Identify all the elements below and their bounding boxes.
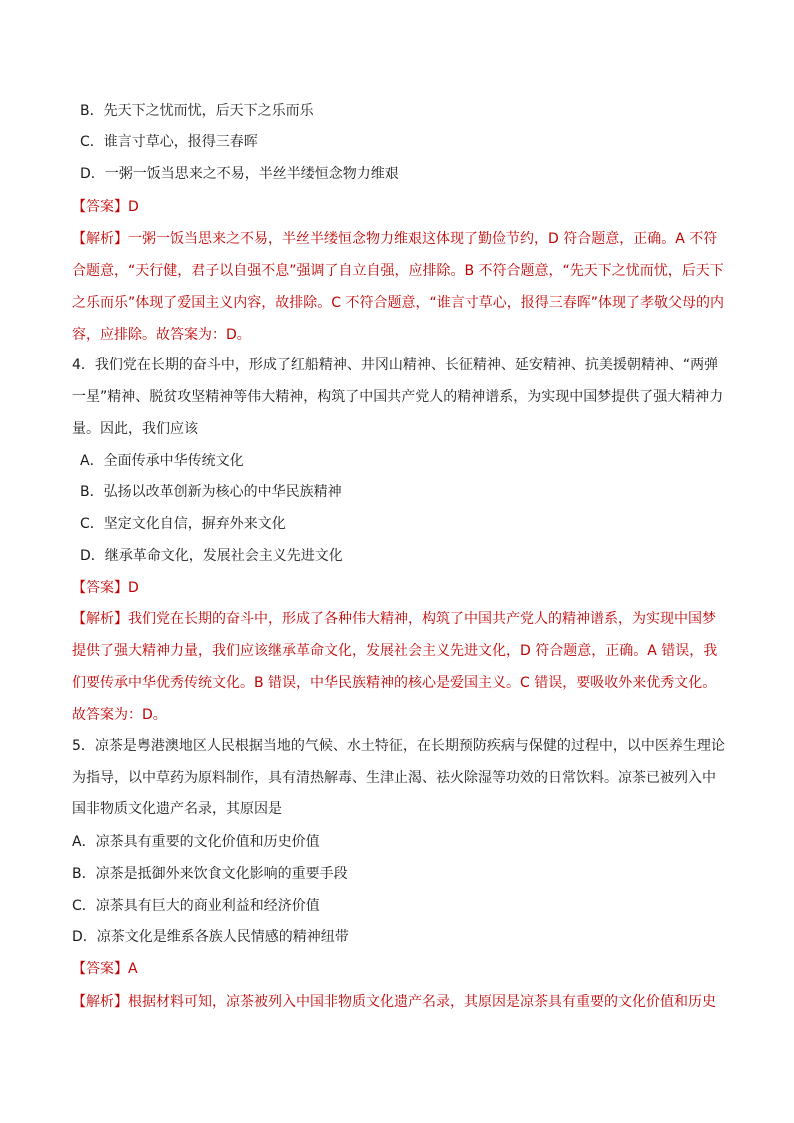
answer-value: D <box>128 580 139 596</box>
q4-analysis-line-2: 提供了强大精神力量，我们应该继承革命文化，发展社会主义先进文化，D 符合题意，正确。A 错误，我 <box>72 643 718 659</box>
answer-value: A <box>128 961 138 977</box>
q5-stem-line-1: 5．凉茶是粤港澳地区人民根据当地的气候、水土特征，在长期预防疾病与保健的过程中，以中医养生理论 <box>72 738 725 754</box>
q4-option-b: B．弘扬以改革创新为核心的中华民族精神 <box>80 484 342 500</box>
q4-answer <box>72 578 139 598</box>
q3-analysis-line-4: 容，应排除。故答案为：D。 <box>72 327 251 343</box>
q3-analysis-line-2: 合题意，“天行健，君子以自强不息”强调了自立自强，应排除。B 不符合题意，“先天下之忧而忧，后天下 <box>72 263 724 279</box>
q5-option-d: D．凉茶文化是维系各族人民情感的精神纽带 <box>72 929 349 945</box>
q5-option-b: B．凉茶是抵御外来饮食文化影响的重要手段 <box>72 866 348 882</box>
q3-answer <box>72 197 139 217</box>
q5-analysis-line-1: 【解析】根据材料可知，凉茶被列入中国非物质文化遗产名录，其原因是凉茶具有重要的文化价值和历史 <box>72 994 716 1010</box>
answer-label: 【答案】 <box>72 580 128 596</box>
q4-option-c: C．坚定文化自信，摒弃外来文化 <box>80 516 286 532</box>
q3-analysis-line-1: 【解析】一粥一饭当思来之不易，半丝半缕恒念物力维艰这体现了勤俭节约，D 符合题意，正确。A 不符 <box>72 231 718 247</box>
q4-option-a: A．全面传承中华传统文化 <box>80 453 244 469</box>
answer-label: 【答案】 <box>72 199 128 215</box>
answer-value: D <box>128 199 139 215</box>
answer-label: 【答案】 <box>72 961 128 977</box>
q5-answer <box>72 959 138 979</box>
q4-analysis-line-4: 故答案为：D。 <box>72 707 167 723</box>
analysis-label: 【解析】 <box>72 611 128 627</box>
q3-option-c: C．谁言寸草心，报得三春晖 <box>80 134 258 150</box>
q4-stem-line-2: 一星”精神、脱贫攻坚精神等伟大精神，构筑了中国共产党人的精神谱系，为实现中国梦提供了强大精神力 <box>72 389 724 405</box>
q5-option-a: A．凉茶具有重要的文化价值和历史价值 <box>72 834 320 850</box>
q4-option-d: D．继承革命文化，发展社会主义先进文化 <box>80 548 343 564</box>
q3-analysis-line-3: 之乐而乐”体现了爱国主义内容，故排除。C 不符合题意，“谁言寸草心，报得三春晖”体现了孝敬父母的内 <box>72 295 724 311</box>
q4-stem-line-1: 4．我们党在长期的奋斗中，形成了红船精神、井冈山精神、长征精神、延安精神、抗美援朝精神、“两弹 <box>72 357 719 373</box>
analysis-label: 【解析】 <box>72 231 128 247</box>
q4-analysis-line-1: 【解析】我们党在长期的奋斗中，形成了各种伟大精神，构筑了中国共产党人的精神谱系，为实现中国梦 <box>72 611 716 627</box>
q5-stem-line-2: 为指导，以中草药为原料制作，具有清热解毒、生津止渴、祛火除湿等功效的日常饮料。凉茶已被列入中 <box>72 770 716 786</box>
q3-option-b: B．先天下之忧而忧，后天下之乐而乐 <box>80 103 314 119</box>
q5-option-c: C．凉茶具有巨大的商业利益和经济价值 <box>72 898 320 914</box>
q5-stem-line-3: 国非物质文化遗产名录，其原因是 <box>72 801 282 817</box>
q4-analysis-line-3: 们要传承中华优秀传统文化。B 错误，中华民族精神的核心是爱国主义。C 错误，要吸收外来优秀文化。 <box>72 675 717 691</box>
q4-stem-line-3: 量。因此，我们应该 <box>72 421 198 437</box>
q3-option-d: D．一粥一饭当思来之不易，半丝半缕恒念物力维艰 <box>80 166 399 182</box>
analysis-label: 【解析】 <box>72 994 128 1010</box>
